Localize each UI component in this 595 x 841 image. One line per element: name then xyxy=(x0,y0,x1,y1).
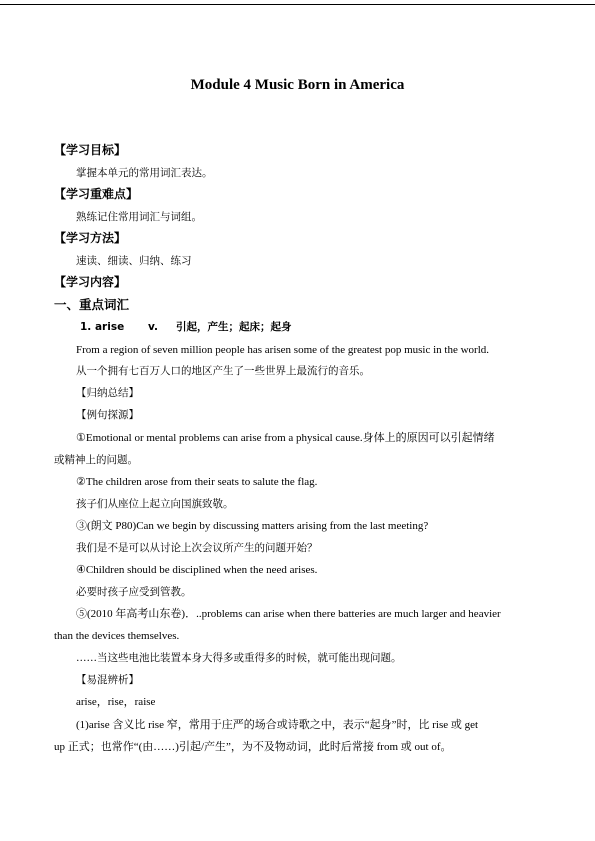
content-heading: 【学习内容】 xyxy=(54,275,127,289)
example-4-translation: 必要时孩子应受到管教。 xyxy=(76,586,192,598)
example-5: ⑤(2010 年高考山东卷)．..problems can arise when there batteries are much larger and heavier xyxy=(76,608,501,620)
summary-heading: 【归纳总结】 xyxy=(76,387,139,399)
example-5-translation: ……当这些电池比装置本身大得多或重得多的时候，就可能出现问题。 xyxy=(76,652,402,664)
difficulty-heading: 【学习重难点】 xyxy=(54,187,139,201)
confusion-note-1-cont: up 正式；也常作“(由……)引起/产生”，为不及物动词，此时后常接 from 或 out of。 xyxy=(54,741,452,753)
goal-heading: 【学习目标】 xyxy=(54,143,127,157)
example-1-cont: 或精神上的问题。 xyxy=(54,454,138,466)
confusion-note-1: (1)arise 含义比 rise 窄，常用于庄严的场合或诗歌之中，表示“起身”时，比 rise 或 get xyxy=(76,719,479,731)
example-2: ②The children arose from their seats to salute the flag. xyxy=(76,476,318,488)
example-5-cont: than the devices themselves. xyxy=(54,630,180,642)
confusion-words: arise，rise，raise xyxy=(76,696,156,708)
example-3-translation: 我们是不是可以从讨论上次会议所产生的问题开始？ xyxy=(76,542,318,554)
goal-text: 掌握本单元的常用词汇表达。 xyxy=(76,167,213,179)
examples-heading: 【例句探源】 xyxy=(76,409,139,421)
difficulty-text: 熟练记住常用词汇与词组。 xyxy=(76,211,202,223)
entry-word: 1. arise xyxy=(80,321,125,333)
page-title: Module 4 Music Born in America xyxy=(190,77,405,93)
header-rule xyxy=(0,4,595,5)
example-3: ③(朗文 P80)Can we begin by discussing matters arising from the last meeting? xyxy=(76,520,429,532)
entry-meaning: 引起，产生；起床；起身 xyxy=(176,321,292,333)
entry-pos: v. xyxy=(148,321,158,333)
example-sentence: From a region of seven million people has arisen some of the greatest pop music in the world. xyxy=(76,344,490,356)
vocab-entry xyxy=(80,320,292,334)
confusion-heading: 【易混辨析】 xyxy=(76,674,139,686)
method-heading: 【学习方法】 xyxy=(54,231,127,245)
example-4: ④Children should be disciplined when the need arises. xyxy=(76,564,318,576)
example-translation: 从一个拥有七百万人口的地区产生了一些世界上最流行的音乐。 xyxy=(76,365,370,377)
vocab-heading: 一、重点词汇 xyxy=(54,297,130,312)
example-1: ①Emotional or mental problems can arise from a physical cause.身体上的原因可以引起情绪 xyxy=(76,432,495,444)
example-2-translation: 孩子们从座位上起立向国旗致敬。 xyxy=(76,498,234,510)
method-text: 速读、细读、归纳、练习 xyxy=(76,255,192,267)
